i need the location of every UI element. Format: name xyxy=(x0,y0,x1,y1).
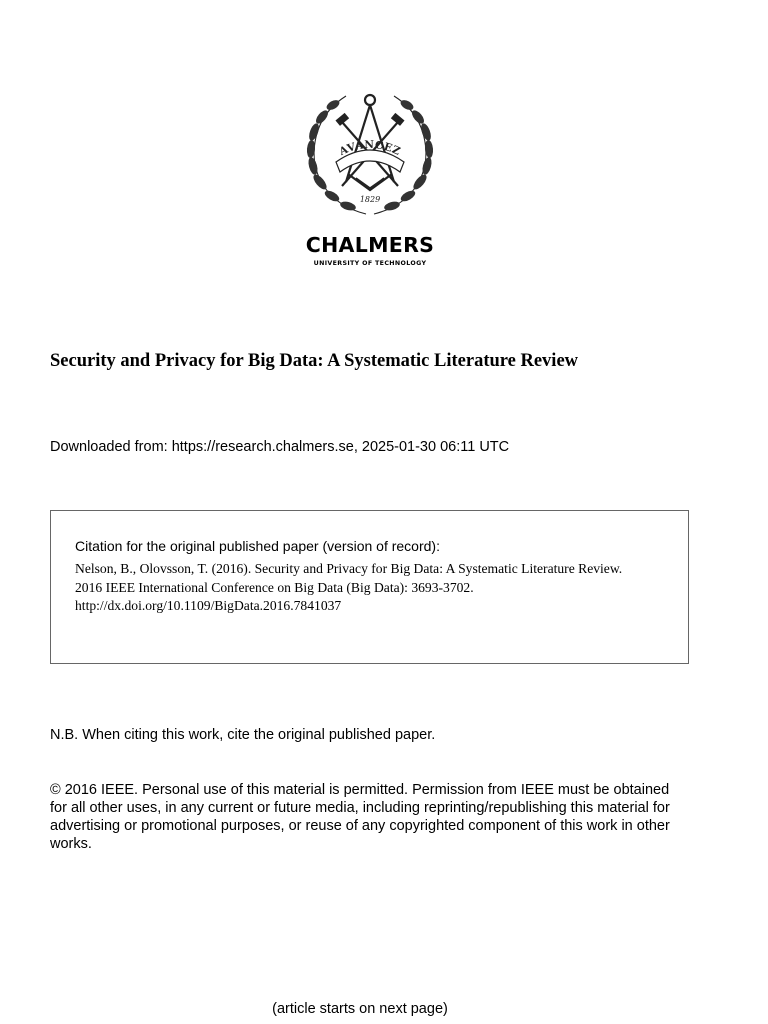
seal-year: 1829 xyxy=(359,195,381,204)
university-tagline: UNIVERSITY OF TECHNOLOGY xyxy=(313,260,427,267)
citation-box xyxy=(50,510,689,664)
citation-line-venue: 2016 IEEE International Conference on Big Data (Big Data): 3693-3702. xyxy=(75,579,474,595)
citation-doi-link[interactable]: http://dx.doi.org/10.1109/BigData.2016.7841037 xyxy=(75,598,342,613)
chalmers-logo xyxy=(296,82,444,272)
page-footer-note: (article starts on next page) xyxy=(272,1001,448,1017)
citation-heading: Citation for the original published paper (version of record): xyxy=(75,538,440,554)
copyright-line: © 2016 IEEE. Personal use of this material is permitted. Permission from IEEE must be obtained xyxy=(50,782,670,798)
paper-title: Security and Privacy for Big Data: A Systematic Literature Review xyxy=(50,351,579,371)
copyright-line: for all other uses, in any current or future media, including reprinting/republishing this material for xyxy=(50,800,670,816)
copyright-line: advertising or promotional purposes, or reuse of any copyrighted component of this work in other xyxy=(50,818,670,834)
chalmers-wordmark: CHALMERS xyxy=(305,233,435,257)
citation-note: N.B. When citing this work, cite the original published paper. xyxy=(50,727,436,743)
citation-reference xyxy=(75,560,695,616)
copyright-line: works. xyxy=(50,836,92,852)
chalmers-seal-emblem xyxy=(296,82,444,222)
citation-line-authors: Nelson, B., Olovsson, T. (2016). Security and Privacy for Big Data: A Systematic Literature Review. xyxy=(75,561,623,576)
copyright-notice xyxy=(50,781,720,853)
seal-motto: AVANCEZ xyxy=(337,138,403,158)
downloaded-from-line: Downloaded from: https://research.chalmers.se, 2025-01-30 06:11 UTC xyxy=(50,439,510,455)
